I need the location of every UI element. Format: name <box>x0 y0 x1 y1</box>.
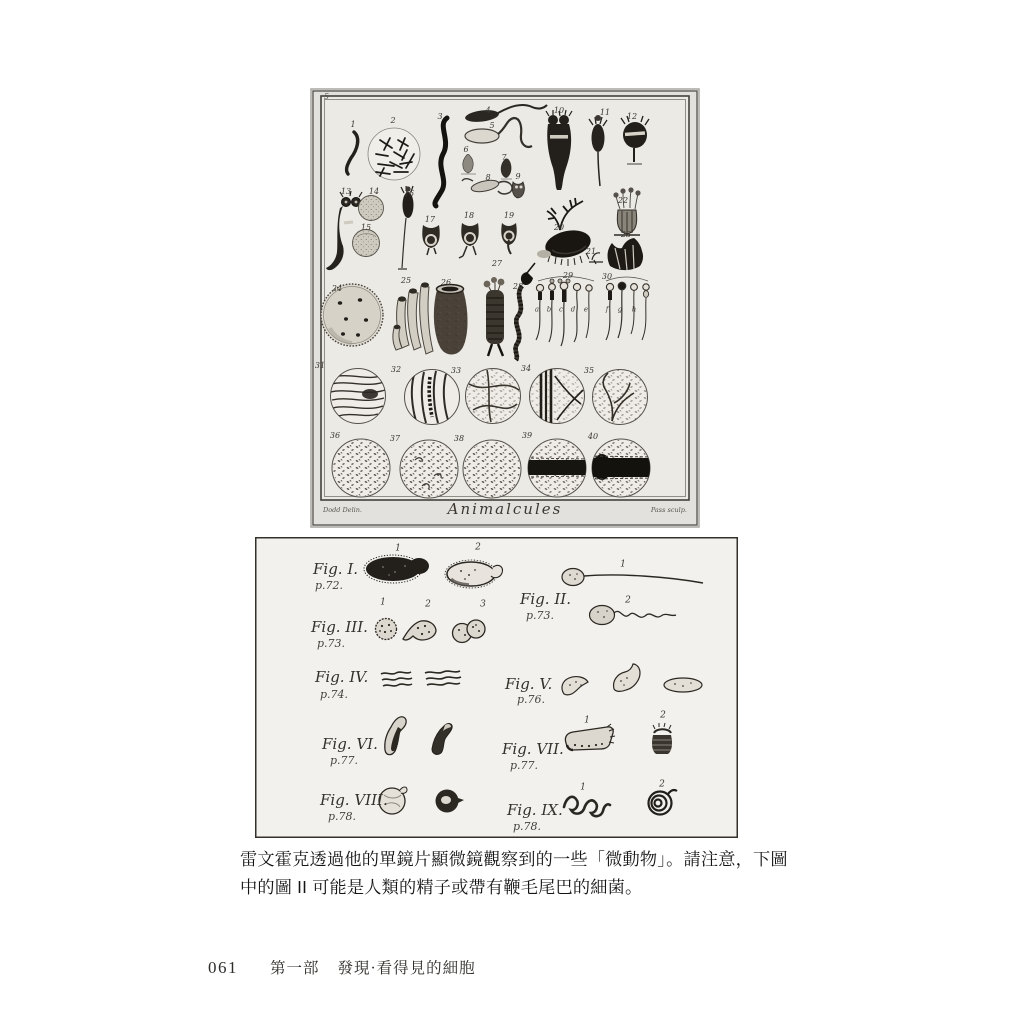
figure-number: 4 <box>485 106 491 115</box>
specimen-letter: h <box>631 305 637 314</box>
figure-page-ref: p.73. <box>317 637 346 650</box>
specimen-letter: d <box>570 305 576 314</box>
item-number: 1 <box>380 597 386 608</box>
plate-number: 5 <box>324 92 330 101</box>
figure-number: 34 <box>520 364 532 373</box>
figure-number: 20 <box>553 223 565 232</box>
figure-number: 9 <box>515 172 521 181</box>
animalcules-plate <box>310 88 700 528</box>
figure-number: 22 <box>617 196 629 205</box>
caption-line-2: 中的圖 II 可能是人類的精子或帶有鞭毛尾巴的細菌。 <box>240 877 643 897</box>
plate-title: Animalcules <box>447 500 563 518</box>
figure-page-ref: p.76. <box>517 693 546 706</box>
figure-number: 8 <box>485 173 491 182</box>
figure-label: Fig. VI. <box>322 735 378 753</box>
figure-page-ref: p.77. <box>510 759 539 772</box>
item-number: 1 <box>580 782 586 793</box>
figure-number: 7 <box>501 153 507 162</box>
figure-number: 5 <box>489 121 495 130</box>
item-number: 1 <box>395 543 401 554</box>
figure-label: Fig. IX. <box>507 801 563 819</box>
chapter-title: 發現·看得見的細胞 <box>337 960 476 977</box>
caption-line-1: 雷文霍克透過他的單鏡片顯微鏡觀察到的一些「微動物」。請注意，下圖 <box>240 849 788 869</box>
specimen-letter: f <box>605 305 609 314</box>
figure-number: 13 <box>340 187 352 196</box>
figure-number: 23 <box>620 230 632 239</box>
figure-number: 32 <box>390 365 402 374</box>
figure-number: 11 <box>599 108 611 117</box>
figure-number: 3 <box>437 112 443 121</box>
figure-number: 12 <box>626 112 638 121</box>
figure-number: 36 <box>329 431 341 440</box>
engraver-credit-right: Pass sculp. <box>650 506 687 514</box>
figure-page-ref: p.78. <box>513 820 542 833</box>
item-number: 1 <box>620 559 626 570</box>
specimen-letter: b <box>546 305 552 314</box>
specimen-letter: c <box>559 305 563 314</box>
figure-label: Fig. III. <box>311 618 368 636</box>
figure-page-ref: p.77. <box>330 754 359 767</box>
figure-number: 1 <box>350 120 356 129</box>
figure-number: 28 <box>512 282 524 291</box>
item-number: 2 <box>475 542 481 553</box>
figure-label: Fig. VIII. <box>320 791 388 809</box>
leeuwenhoek-figures-plate <box>255 537 738 838</box>
figure-number: 33 <box>450 366 462 375</box>
figure-number: 30 <box>601 272 613 281</box>
figure-caption <box>240 845 788 901</box>
figure-number: 2 <box>390 116 396 125</box>
figure-number: 35 <box>583 366 595 375</box>
item-number: 1 <box>584 715 590 726</box>
figure-number: 6 <box>463 145 469 154</box>
figure-number: 10 <box>553 106 565 115</box>
page-number: 061 <box>208 958 238 977</box>
engraver-credit-left: Dodd Delin. <box>323 506 362 514</box>
figure-number: 37 <box>389 434 401 443</box>
specimen-letter: a <box>534 305 540 314</box>
figure-number: 31 <box>314 361 326 370</box>
figure-number: 16 <box>403 189 415 198</box>
figure-number: 24 <box>331 284 343 293</box>
figure-label: Fig. V. <box>505 675 553 693</box>
figure-number: 18 <box>463 211 475 220</box>
figure-number: 40 <box>587 432 599 441</box>
item-number: 2 <box>660 710 666 721</box>
figure-page-ref: p.78. <box>328 810 357 823</box>
figure-number: 21 <box>585 247 597 256</box>
figure-number: 29 <box>562 271 574 280</box>
figure-number: 14 <box>368 187 380 196</box>
figure-page-ref: p.74. <box>320 688 349 701</box>
figure-number: 39 <box>521 431 533 440</box>
figure-page-ref: p.73. <box>526 609 555 622</box>
figure-number: 38 <box>453 434 465 443</box>
specimen-letter: e <box>583 305 589 314</box>
figure-number: 17 <box>424 215 436 224</box>
page-footer <box>208 956 476 978</box>
item-number: 2 <box>659 779 665 790</box>
part-title: 第一部 <box>270 960 320 977</box>
item-number: 2 <box>625 595 631 606</box>
item-number: 3 <box>480 599 486 610</box>
figure-number: 15 <box>360 223 372 232</box>
figure-number: 26 <box>440 278 452 287</box>
figure-label: Fig. II. <box>520 590 571 608</box>
figure-number: 25 <box>400 276 412 285</box>
figure-page-ref: p.72. <box>315 579 344 592</box>
figure-label: Fig. IV. <box>315 668 369 686</box>
figure-label: Fig. I. <box>313 560 359 578</box>
item-number: 2 <box>425 599 431 610</box>
figure-label: Fig. VII. <box>502 740 564 758</box>
figure-number: 27 <box>491 259 503 268</box>
specimen-letter: g <box>617 305 623 314</box>
figure-number: 19 <box>503 211 515 220</box>
